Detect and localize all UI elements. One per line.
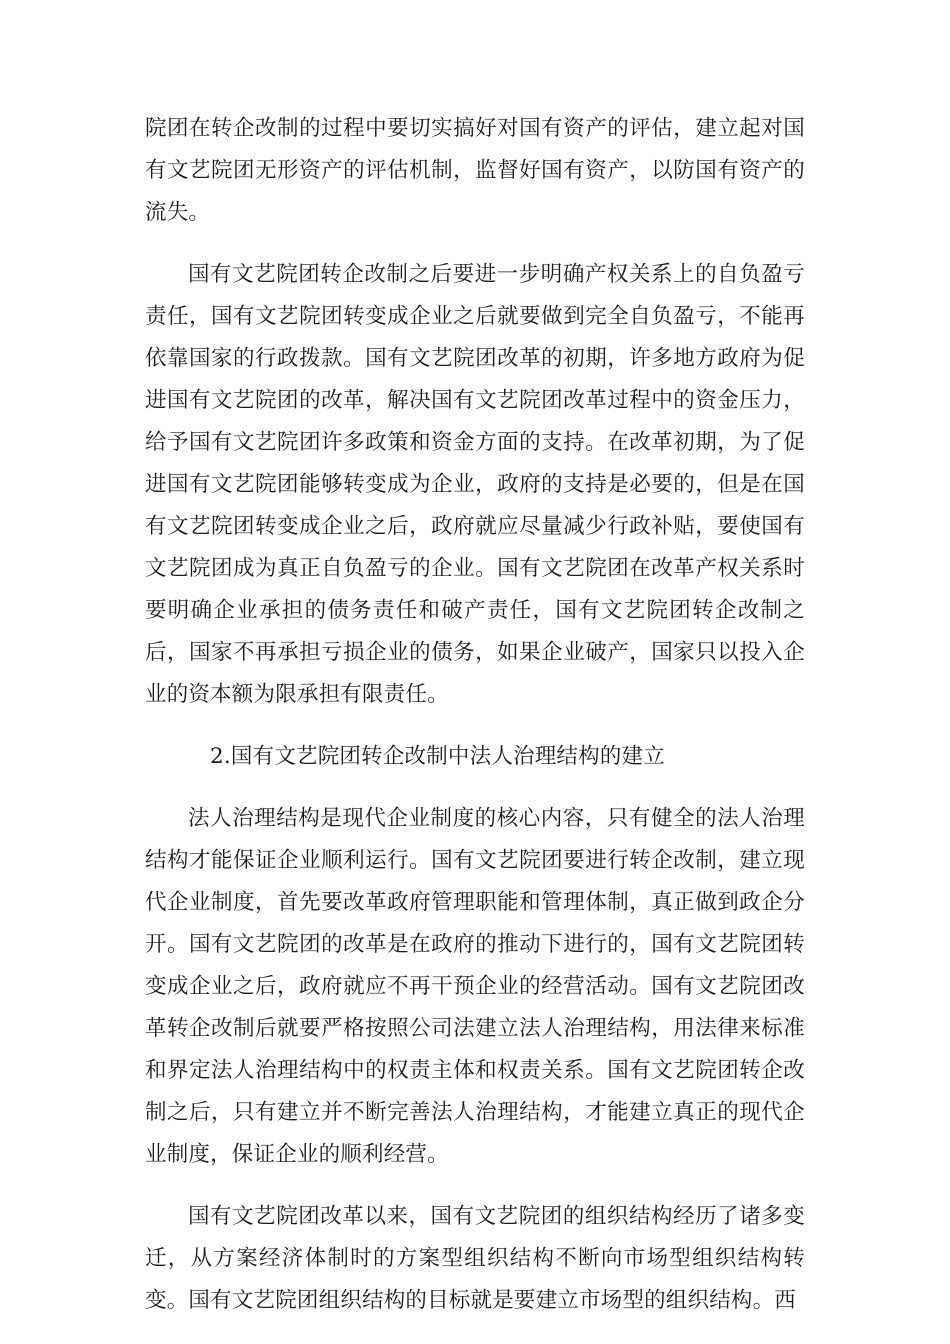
paragraph-property-responsibility: 国有文艺院团转企改制之后要进一步明确产权关系上的自负盈亏责任，国有文艺院团转变成企业之后就要做到完全自负盈亏，不能再依靠国家的行政拨款。国有文艺院团改革的初期，许多地方政府为促进国有文艺院团的改革，解决国有文艺院团改革过程中的资金压力，给予国有文艺院团许多政策和资金方面的支持。在改革初期，为了促进国有文艺院团能够转变成为企业，政府的支持是必要的，但是在国有文艺院团转变成企业之后，政府就应尽量减少行政补贴，要使国有文艺院团成为真正自负盈亏的企业。国有文艺院团在改革产权关系时要明确企业承担的债务责任和破产责任，国有文艺院团转企改制之后，国家不再承担亏损企业的债务，如果企业破产，国家只以投入企业的资本额为限承担有限责任。 (145, 262, 805, 707)
paragraph-organization-structure: 国有文艺院团改革以来，国有文艺院团的组织结构经历了诸多变迁，从方案经济体制时的方案型组织结构不断向市场型组织结构转变。国有文艺院团组织结构的目标就是要建立市场型的组织结构。西 (145, 1204, 805, 1313)
section-heading: 2.国有文艺院团转企改制中法人治理结构的建立 (210, 744, 665, 769)
body-text (145, 108, 805, 1342)
paragraph-continuation: 院团在转企改制的过程中要切实搞好对国有资产的评估，建立起对国有文艺院团无形资产的评估机制，监督好国有资产，以防国有资产的流失。 (145, 116, 805, 225)
paragraph-governance-structure: 法人治理结构是现代企业制度的核心内容，只有健全的法人治理结构才能保证企业顺利运行。国有文艺院团要进行转企改制，建立现代企业制度，首先要改革政府管理职能和管理体制，真正做到政企分开。国有文艺院团的改革是在政府的推动下进行的，国有文艺院团转变成企业之后，政府就应不再干预企业的经营活动。国有文艺院团改革转企改制后就要严格按照公司法建立法人治理结构，用法律来标准和界定法人治理结构中的权责主体和权责关系。国有文艺院团转企改制之后，只有建立并不断完善法人治理结构，才能建立真正的现代企业制度，保证企业的顺利经营。 (145, 806, 805, 1167)
